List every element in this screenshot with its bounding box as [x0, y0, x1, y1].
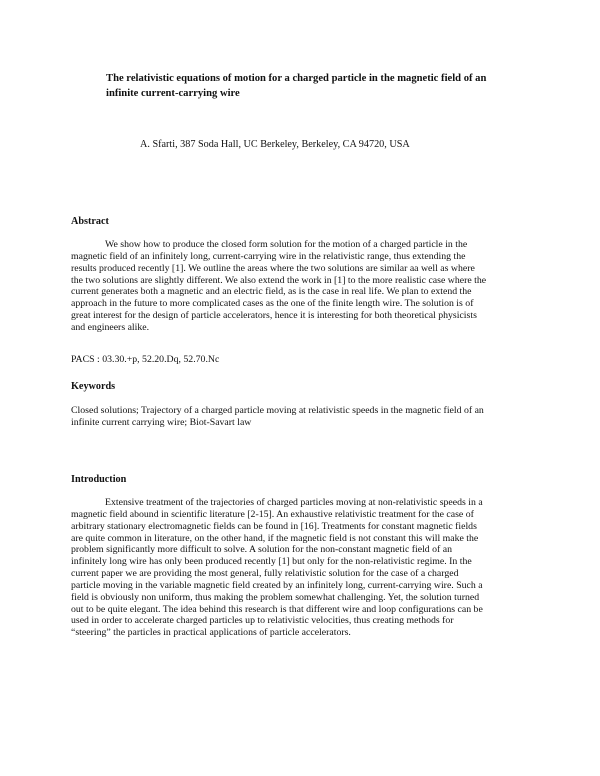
- introduction-line: current paper we are providing the most general, fully relativistic solution for the case of a charged: [71, 568, 459, 580]
- introduction-line: out to be quite elegant. The idea behind this research is that different wire and loop configurations can be: [71, 603, 483, 615]
- introduction-body: [71, 497, 533, 639]
- keywords-line: infinite current carrying wire; Biot-Savart law: [71, 416, 252, 428]
- abstract-line: current generates both a magnetic and an electric field, as is the case in real life. We plan to extend the: [71, 286, 472, 298]
- abstract-body: [71, 239, 533, 334]
- keywords-body: [71, 405, 533, 429]
- paper-title: [106, 71, 546, 101]
- introduction-line: magnetic field abound in scientific literature [2-15]. An exhaustive relativistic treatment for the case of: [71, 508, 474, 520]
- introduction-line: “steering” the particles in practical applications of particle accelerators.: [71, 627, 351, 639]
- introduction-line: used in order to accelerate charged particles up to relativistic velocities, thus creating methods for: [71, 615, 454, 627]
- abstract-line: results produced recently [1]. We outline the areas where the two solutions are similar aa well as where: [71, 262, 475, 274]
- abstract-line: We show how to produce the closed form solution for the motion of a charged particle in the: [105, 239, 468, 250]
- abstract-line: magnetic field of an infinitely long, current-carrying wire in the relativistic range, thus extending the: [71, 250, 466, 262]
- abstract-heading: Abstract: [71, 216, 109, 227]
- introduction-heading: Introduction: [71, 474, 127, 485]
- author-affiliation: A. Sfarti, 387 Soda Hall, UC Berkeley, Berkeley, CA 94720, USA: [140, 139, 410, 150]
- introduction-line: infinitely long wire has only been produced recently [1] but only for the non-relativistic regime. In the: [71, 556, 472, 568]
- introduction-line: Extensive treatment of the trajectories of charged particles moving at non-relativistic speeds in a: [105, 497, 483, 508]
- title-line: infinite current-carrying wire: [106, 88, 240, 99]
- introduction-line: problem significantly more difficult to solve. A solution for the non-constant magnetic field of an: [71, 544, 453, 556]
- introduction-line: field is obviously non uniform, thus making the problem somewhat challenging. Yet, the solution turned: [71, 591, 480, 603]
- abstract-line: the two solutions are slightly different. We also extend the work in [1] to the more realistic case where the: [71, 274, 487, 286]
- keywords-heading: Keywords: [71, 381, 116, 392]
- abstract-line: great interest for the design of particle accelerators, hence it is interesting for both theoretical physicists: [71, 310, 477, 322]
- introduction-line: arbitrary stationary electromagnetic fields can be found in [16]. Treatments for constant magnetic fields: [71, 520, 477, 532]
- introduction-line: particle moving in the variable magnetic field created by an infinitely long, current-carrying wire. Such a: [71, 579, 483, 591]
- pacs-codes: PACS : 03.30.+p, 52.20.Dq, 52.70.Nc: [71, 354, 220, 365]
- keywords-line: Closed solutions; Trajectory of a charged particle moving at relativistic speeds in the magnetic field of an: [71, 405, 484, 416]
- abstract-line: approach in the future to more complicated cases as the one of the finite length wire. The solution is of: [71, 298, 474, 310]
- introduction-line: are quite common in literature, on the other hand, if the magnetic field is not constant this will make the: [71, 532, 479, 544]
- title-line: The relativistic equations of motion for a charged particle in the magnetic field of an: [106, 73, 487, 84]
- abstract-line: and engineers alike.: [71, 321, 150, 333]
